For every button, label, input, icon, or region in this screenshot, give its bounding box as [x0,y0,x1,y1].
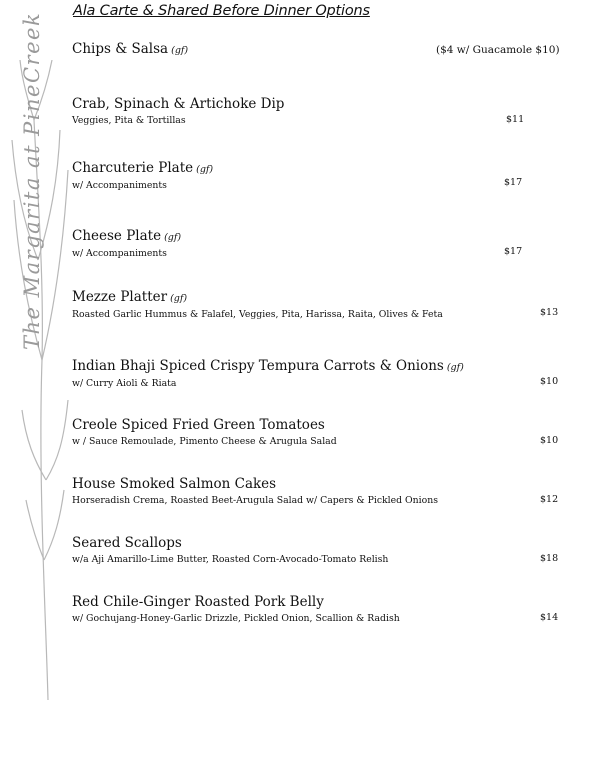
item-price: $17 [504,177,523,188]
menu-item-crab-dip [72,96,284,127]
item-name: Creole Spiced Fried Green Tomatoes [72,417,325,433]
gf-tag: (gf) [171,45,189,56]
item-description: w/ Curry Aioli & Riata [72,378,177,389]
item-name: Indian Bhaji Spiced Crispy Tempura Carrots & Onions [72,358,444,374]
item-price: ($4 w/ Guacamole $10) [436,44,560,56]
item-price: $10 [540,435,559,446]
item-name: Crab, Spinach & Artichoke Dip [72,96,285,112]
item-name: Cheese Plate [72,228,162,244]
menu-item-bhaji [72,358,464,390]
item-description: w/ Accompaniments [72,248,167,259]
item-description: w/ Accompaniments [72,180,167,191]
item-price: $10 [540,376,559,387]
item-name: Mezze Platter [72,289,168,305]
item-price: $17 [504,246,523,257]
gf-tag: (gf) [170,293,188,304]
item-price: $14 [540,612,559,623]
menu-item-salmon-cakes [72,476,438,507]
item-price: $12 [540,494,559,505]
menu-item-mezze [72,289,443,321]
page-title: Ala Carte & Shared Before Dinner Options [73,3,370,19]
side-logo-text: The Margarita at PineCreek [20,11,44,350]
menu-item-green-tomatoes [72,417,337,448]
gf-tag: (gf) [164,232,182,243]
gf-tag: (gf) [196,164,214,175]
item-name: Seared Scallops [72,535,182,551]
menu-item-chips-salsa [72,41,188,59]
item-description: Veggies, Pita & Tortillas [72,115,186,126]
item-description: Roasted Garlic Hummus & Falafel, Veggies, Pita, Harissa, Raita, Olives & Feta [72,309,443,320]
item-description: w / Sauce Remoulade, Pimento Cheese & Arugula Salad [72,436,337,447]
item-description: Horseradish Crema, Roasted Beet-Arugula Salad w/ Capers & Pickled Onions [72,495,438,506]
item-price: $13 [540,307,559,318]
item-name: Red Chile-Ginger Roasted Pork Belly [72,594,324,610]
menu-item-cheese-plate [72,228,181,260]
menu-item-scallops [72,535,388,566]
menu-item-pork-belly [72,594,400,625]
item-price: $18 [540,553,559,564]
menu-item-charcuterie [72,160,213,192]
item-price: $11 [506,114,525,125]
item-name: Chips & Salsa [72,41,169,57]
item-name: House Smoked Salmon Cakes [72,476,277,492]
item-name: Charcuterie Plate [72,160,194,176]
item-description: w/ Gochujang-Honey-Garlic Drizzle, Pickled Onion, Scallion & Radish [72,613,400,624]
gf-tag: (gf) [446,362,464,373]
item-description: w/a Aji Amarillo-Lime Butter, Roasted Corn-Avocado-Tomato Relish [72,554,389,565]
